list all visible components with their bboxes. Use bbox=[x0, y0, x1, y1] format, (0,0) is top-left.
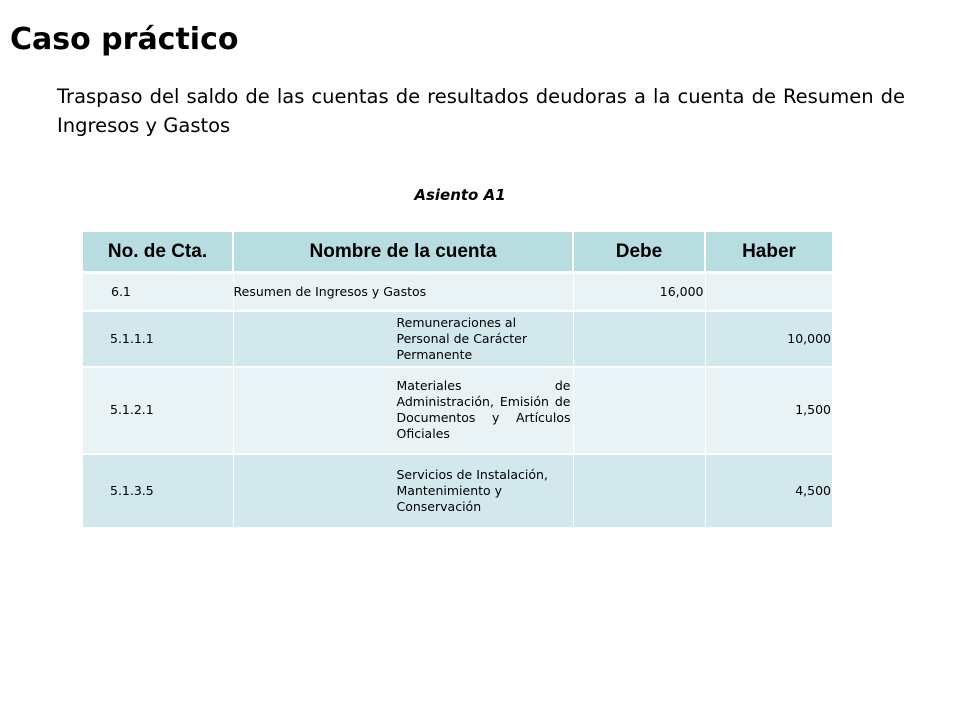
account-name-cell: Materiales de Administración, Emisión de Documentos y Artículos Oficiales bbox=[233, 367, 573, 454]
debe-cell: 16,000 bbox=[573, 273, 705, 311]
journal-entry-table bbox=[83, 232, 832, 529]
debe-cell bbox=[573, 367, 705, 454]
header-haber: Haber bbox=[705, 232, 832, 273]
haber-cell: 10,000 bbox=[705, 311, 832, 367]
header-debe: Debe bbox=[573, 232, 705, 273]
debe-cell bbox=[573, 311, 705, 367]
page-subtitle: Traspaso del saldo de las cuentas de resultados deudoras a la cuenta de Resumen de Ingresos y Gastos bbox=[57, 85, 905, 137]
header-account-no: No. de Cta. bbox=[83, 232, 233, 273]
account-name-cell: Resumen de Ingresos y Gastos bbox=[233, 273, 573, 311]
table-row bbox=[83, 273, 832, 311]
haber-cell: 1,500 bbox=[705, 367, 832, 454]
haber-cell: 4,500 bbox=[705, 454, 832, 528]
table-row bbox=[83, 454, 832, 528]
haber-cell bbox=[705, 273, 832, 311]
account-name-cell: Servicios de Instalación, Mantenimiento y Conservación bbox=[233, 454, 573, 528]
table-row bbox=[83, 367, 832, 454]
page-title: Caso práctico bbox=[10, 22, 239, 57]
header-account-name: Nombre de la cuenta bbox=[233, 232, 573, 273]
account-number-cell: 6.1 bbox=[83, 273, 233, 311]
account-number-cell: 5.1.3.5 bbox=[83, 454, 233, 528]
entry-caption: Asiento A1 bbox=[414, 186, 506, 204]
account-name-cell: Remuneraciones al Personal de Carácter Permanente bbox=[233, 311, 573, 367]
table-header-row bbox=[83, 232, 832, 273]
account-number-cell: 5.1.2.1 bbox=[83, 367, 233, 454]
debe-cell bbox=[573, 454, 705, 528]
table-row bbox=[83, 311, 832, 367]
account-number-cell: 5.1.1.1 bbox=[83, 311, 233, 367]
